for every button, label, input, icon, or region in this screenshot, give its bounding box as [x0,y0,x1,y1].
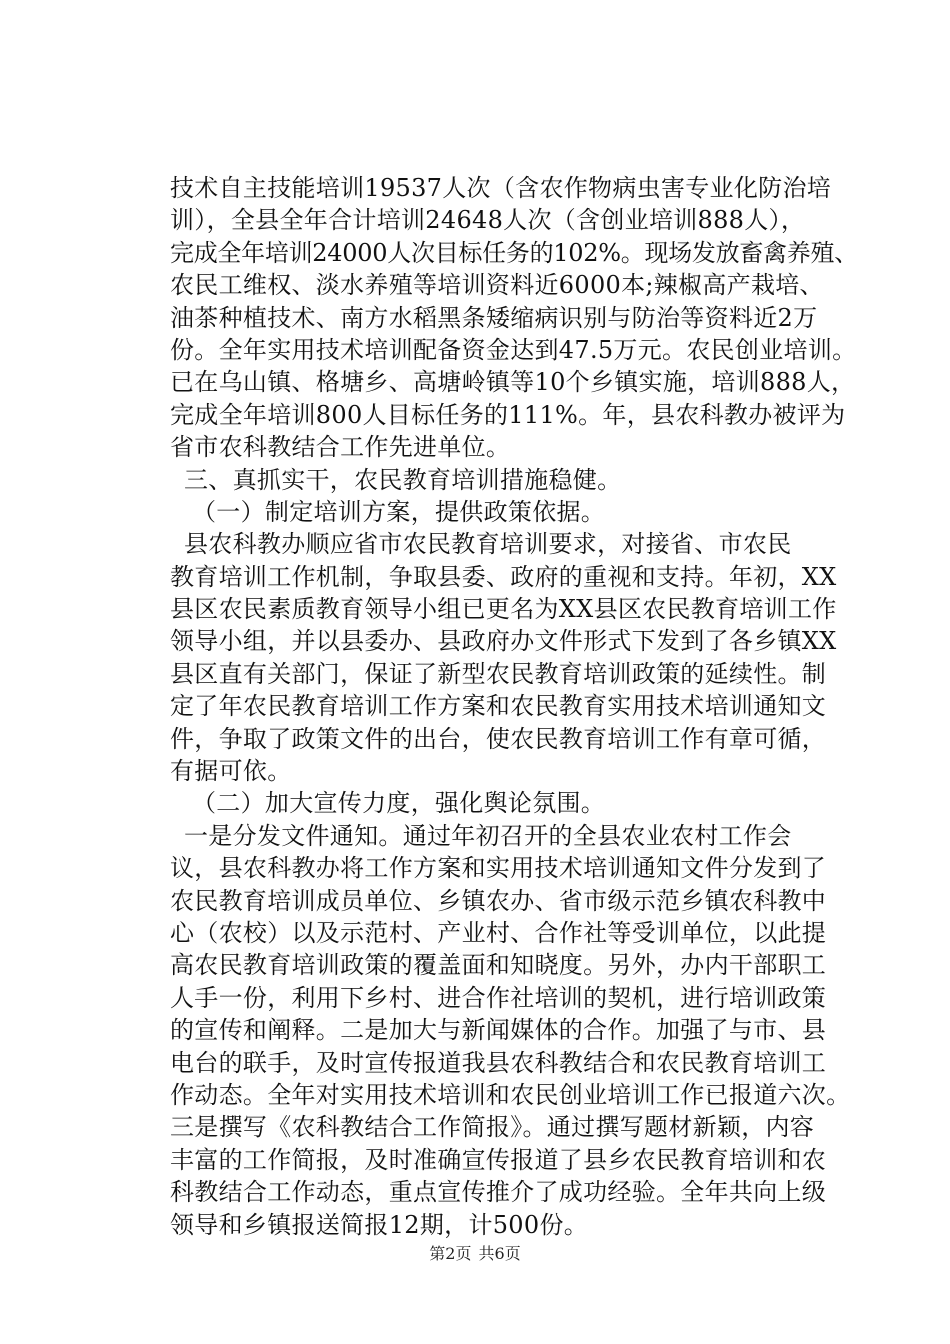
text-line: 定了年农民教育培训工作方案和农民教育实用技术培训通知文 [170,692,827,721]
text-line: 议，县农科教办将工作方案和实用技术培训通知文件分发到了 [170,854,827,883]
text-line: 已在乌山镇、格塘乡、高塘岭镇等10个乡镇实施，培训888人， [170,368,856,397]
text-line: 科教结合工作动态，重点宣传推介了成功经验。全年共向上级 [170,1178,827,1207]
text-line: 作动态。全年对实用技术培训和农民创业培训工作已报道六次。 [170,1080,851,1109]
text-line: 训），全县全年合计培训24648人次（含创业培训888人）， [170,206,806,235]
subsection-heading: （二）加大宣传力度，强化舆论氛围。 [192,789,606,818]
page-footer [0,1244,950,1264]
section-heading: 三、真抓实干，农民教育培训措施稳健。 [184,465,622,494]
paragraph-start-line: 一是分发文件通知。通过年初召开的全县农业农村工作会 [184,821,792,850]
text-line: 农民工维权、淡水养殖等培训资料近6000本;辣椒高产栽培、 [170,271,824,300]
text-line: 技术自主技能培训19537人次（含农作物病虫害专业化防治培 [170,174,832,202]
text-line: 心（农校）以及示范村、产业村、合作社等受训单位，以此提 [170,918,827,947]
text-line: 份。全年实用技术培训配备资金达到47.5万元。农民创业培训。 [170,335,857,364]
text-line: 教育培训工作机制，争取县委、政府的重视和支持。年初，XX [170,562,837,591]
text-line: 人手一份，利用下乡村、进合作社培训的契机，进行培训政策 [170,983,827,1012]
subsection-heading: （一）制定培训方案，提供政策依据。 [192,497,606,526]
text-line: 完成全年培训800人目标任务的111%。年，县农科教办被评为 [170,400,846,429]
text-line: 高农民教育培训政策的覆盖面和知晓度。另外，办内干部职工 [170,951,827,980]
text-line: 领导和乡镇报送简报12期，计500份。 [170,1210,589,1239]
body-text [170,172,860,1241]
text-line: 有据可依。 [170,757,292,786]
text-line: 县区农民素质教育领导小组已更名为XX县区农民教育培训工作 [170,595,837,624]
text-line: 丰富的工作简报，及时准确宣传报道了县乡农民教育培训和农 [170,1145,827,1174]
paragraph-start-line: 县农科教办顺应省市农民教育培训要求，对接省、市农民 [184,530,792,559]
text-line: 省市农科教结合工作先进单位。 [170,433,511,462]
text-line: 油茶种植技术、南方水稻黑条矮缩病识别与防治等资料近2万 [170,303,818,332]
text-line: 件，争取了政策文件的出台，使农民教育培训工作有章可循， [170,724,827,753]
text-line: 农民教育培训成员单位、乡镇农办、省市级示范乡镇农科教中 [170,886,827,915]
text-line: 完成全年培训24000人次目标任务的102%。现场发放畜禽养殖、 [170,238,858,267]
text-line: 领导小组，并以县委办、县政府办文件形式下发到了各乡镇XX [170,627,837,656]
text-line: 的宣传和阐释。二是加大与新闻媒体的合作。加强了与市、县 [170,1016,827,1045]
text-line: 电台的联手，及时宣传报道我县农科教结合和农民教育培训工 [170,1048,827,1077]
page-total: 共6页 [478,1244,521,1263]
text-line: 县区直有关部门，保证了新型农民教育培训政策的延续性。制 [170,659,827,688]
text-line: 三是撰写《农科教结合工作简报》。通过撰写题材新颖，内容 [170,1113,815,1142]
page-number: 第2页 [429,1244,472,1263]
